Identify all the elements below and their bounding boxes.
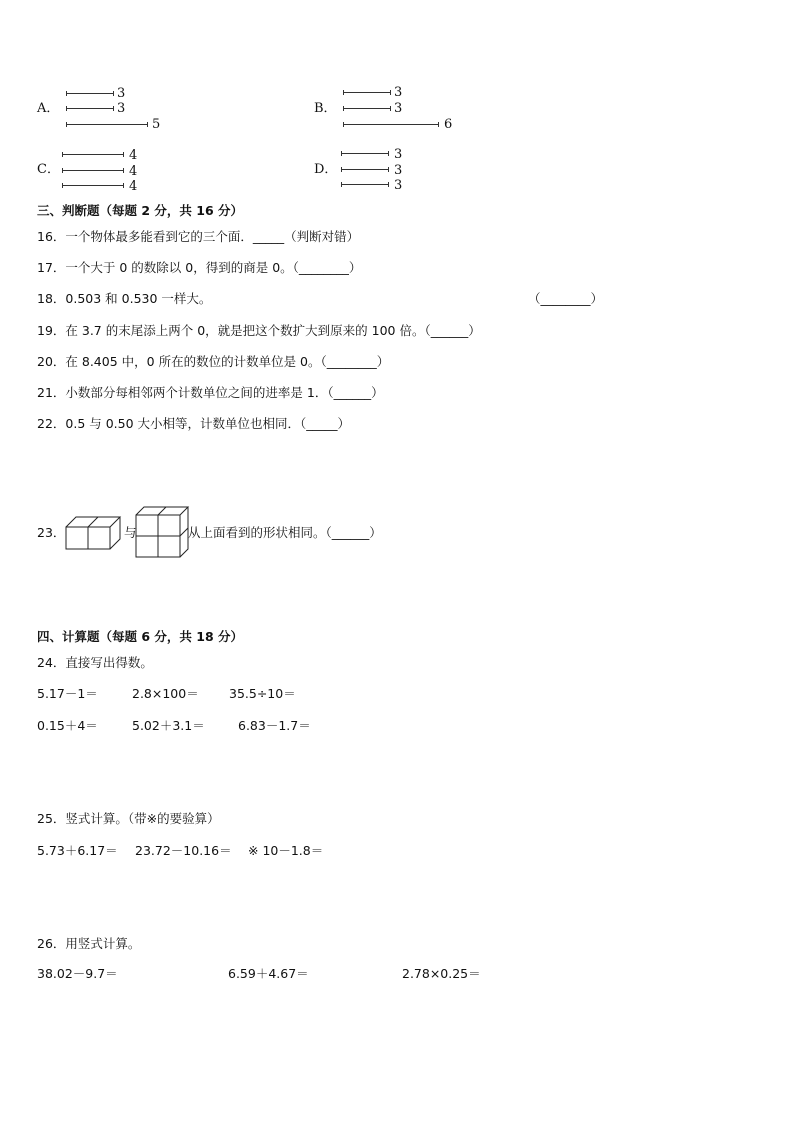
question-22: 22．0.5 与 0.50 大小相等，计数单位也相同．（_____） bbox=[37, 416, 351, 431]
segment-line bbox=[66, 108, 114, 109]
calc-item: 2.8×100＝ bbox=[132, 686, 199, 701]
segment-line bbox=[62, 170, 124, 171]
calc-item: 5.02＋3.1＝ bbox=[132, 718, 205, 733]
question-18-blank: （________） bbox=[528, 291, 604, 306]
calc-item: 6.83－1.7＝ bbox=[238, 718, 311, 733]
calc-item: 0.15＋4＝ bbox=[37, 718, 98, 733]
segment-length: 3 bbox=[394, 163, 403, 178]
cube-figure-four-cubes bbox=[134, 505, 190, 559]
question-18: 18．0.503 和 0.530 一样大。 bbox=[37, 291, 212, 306]
segment-line bbox=[62, 185, 124, 186]
section-4-title: 四、计算题（每题 6 分，共 18 分） bbox=[37, 629, 244, 644]
segment-line bbox=[62, 154, 124, 155]
calc-item: 5.17－1＝ bbox=[37, 686, 98, 701]
segment-line bbox=[341, 169, 389, 170]
calc-item: 35.5÷10＝ bbox=[229, 686, 296, 701]
option-a-letter: A． bbox=[37, 101, 60, 116]
segment-length: 3 bbox=[394, 85, 403, 100]
question-20: 20．在 8.405 中，0 所在的数位的计数单位是 0。（________） bbox=[37, 354, 390, 369]
segment-length: 3 bbox=[394, 178, 403, 193]
calc-item: 6.59＋4.67＝ bbox=[228, 966, 309, 981]
question-23-and: 与 bbox=[124, 525, 137, 540]
option-c-letter: C． bbox=[37, 162, 60, 177]
segment-line bbox=[66, 93, 114, 94]
option-b-letter: B． bbox=[314, 101, 337, 116]
section-3-title: 三、判断题（每题 2 分，共 16 分） bbox=[37, 203, 244, 218]
segment-length: 4 bbox=[129, 164, 138, 179]
question-23-text: 从上面看到的形状相同。（______） bbox=[188, 525, 382, 540]
segment-length: 3 bbox=[117, 86, 126, 101]
segment-line bbox=[343, 124, 439, 125]
calc-item: 5.73＋6.17＝ bbox=[37, 843, 118, 858]
segment-line bbox=[66, 124, 148, 125]
calc-item: 23.72－10.16＝ bbox=[135, 843, 232, 858]
question-25: 25．竖式计算。（带※的要验算） bbox=[37, 811, 220, 826]
option-d-letter: D． bbox=[314, 162, 338, 177]
question-24: 24．直接写出得数。 bbox=[37, 655, 153, 670]
segment-line bbox=[341, 184, 389, 185]
segment-line bbox=[343, 92, 391, 93]
segment-length: 4 bbox=[129, 179, 138, 194]
segment-length: 5 bbox=[152, 117, 161, 132]
calc-item: 2.78×0.25＝ bbox=[402, 966, 481, 981]
segment-line bbox=[341, 153, 389, 154]
segment-length: 3 bbox=[117, 101, 126, 116]
question-23-number: 23． bbox=[37, 525, 66, 540]
calc-item: 38.02－9.7＝ bbox=[37, 966, 118, 981]
segment-line bbox=[343, 108, 391, 109]
segment-length: 6 bbox=[444, 117, 453, 132]
question-17: 17．一个大于 0 的数除以 0，得到的商是 0。（________） bbox=[37, 260, 362, 275]
cube-figure-two-cubes bbox=[64, 513, 124, 553]
segment-length: 4 bbox=[129, 148, 138, 163]
question-26: 26．用竖式计算。 bbox=[37, 936, 141, 951]
segment-length: 3 bbox=[394, 147, 403, 162]
calc-item: ※ 10－1.8＝ bbox=[248, 843, 324, 858]
question-21: 21．小数部分每相邻两个计数单位之间的进率是 1．（______） bbox=[37, 385, 384, 400]
segment-length: 3 bbox=[394, 101, 403, 116]
question-16: 16．一个物体最多能看到它的三个面．_____（判断对错） bbox=[37, 229, 360, 244]
question-19: 19．在 3.7 的末尾添上两个 0，就是把这个数扩大到原来的 100 倍。（______） bbox=[37, 323, 481, 338]
